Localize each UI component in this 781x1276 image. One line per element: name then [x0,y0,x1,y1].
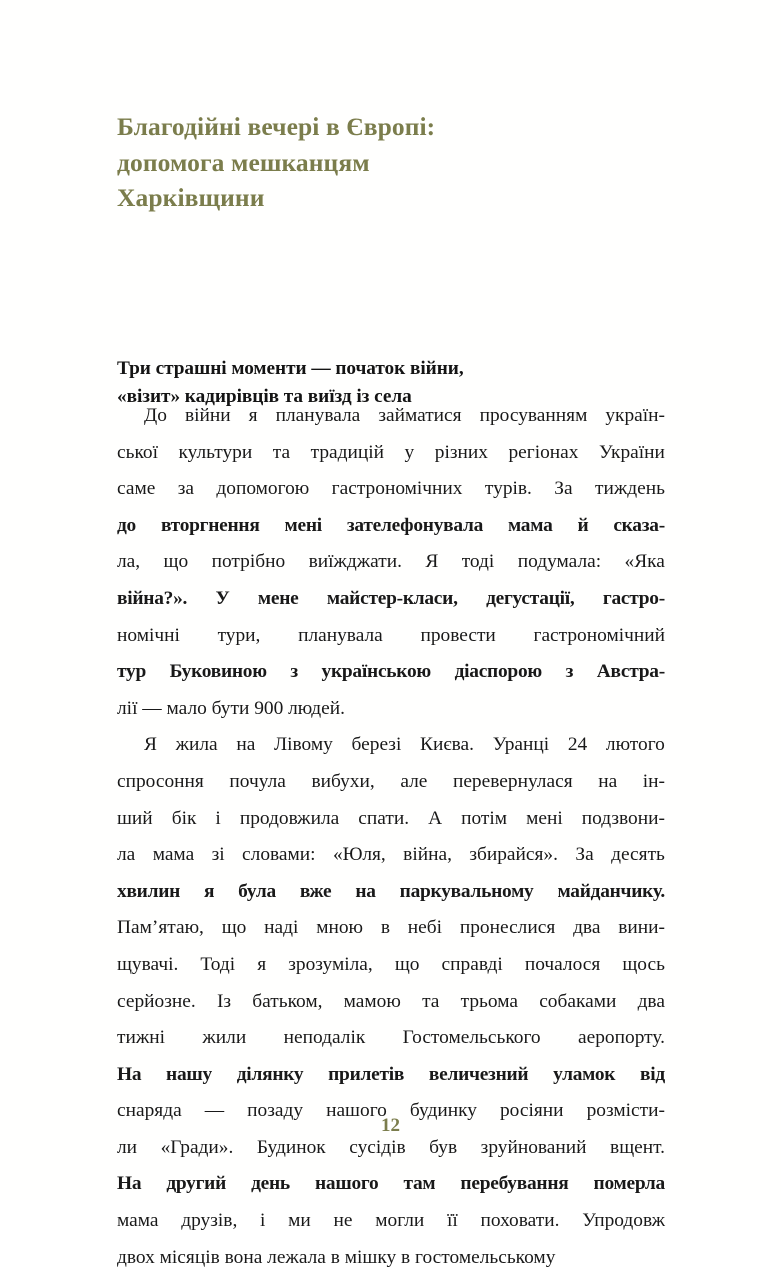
page-number: 12 [381,1115,400,1136]
body-line: двох місяців вона лежала в мішку в гостомельському [117,1246,556,1268]
body-line: На нашу ділянку прилетів величезний уламок від [117,1063,665,1085]
body-line: серйозне. Із батьком, мамою та трьома собаками два [117,990,665,1012]
body-line: саме за допомогою гастрономічних турів. За тиждень [117,478,665,500]
body-line: тижні жили неподалік Гостомельського аеропорту. [117,1027,665,1049]
section-heading-line-1: Три страшні моменти — початок війни, [117,358,464,380]
body-line: ли «Гради». Будинок сусідів був зруйнований вщент. [117,1136,665,1158]
chapter-title-line-2: допомога мешканцям [117,147,370,177]
body-line: ла мама зі словами: «Юля, війна, збирайся». За десять [117,844,665,866]
body-line: Пам’ятаю, що наді мною в небі пронеслися два вини- [117,917,665,939]
body-line: лії — мало бути 900 людей. [117,697,346,719]
body-line: мама друзів, і ми не могли її поховати. Упродовж [117,1210,665,1232]
body-line: тур Буковиною з українською діаспорою з Австра- [117,661,665,683]
body-line: На другий день нашого там перебування померла [117,1173,665,1195]
section-heading-line-2: «візит» кадирівців та виїзд із села [117,385,412,407]
body-line: ла, що потрібно виїжджати. Я тоді подумала: «Яка [117,551,665,573]
body-text [117,398,665,1276]
chapter-title-line-3: Харківщини [117,183,265,213]
body-line: війна?». У мене майстер-класи, дегустації, гастро- [117,587,665,609]
body-line: хвилин я була вже на паркувальному майданчику. [117,880,665,902]
body-line: ший бік і продовжила спати. А потім мені подзвони- [117,807,665,829]
body-line: номічні тури, планувала провести гастрономічний [117,624,665,646]
body-line: Я жила на Лівому березі Києва. Уранці 24 лютого [144,734,665,756]
body-line: до вторгнення мені зателефонувала мама й сказа- [117,514,665,536]
body-line: снаряда — позаду нашого будинку росіяни розмісти- [117,1100,665,1122]
chapter-title-line-1: Благодійні вечері в Європі: [117,112,436,142]
body-line: До війни я планувала займатися просуванням україн- [144,405,665,426]
page-title [117,109,587,216]
body-line: щувачі. Тоді я зрозуміла, що справді почалося щось [117,953,665,975]
body-line: ської культури та традицій у різних регіонах України [117,441,665,463]
body-line: спросоння почула вибухи, але перевернулася на ін- [117,770,665,792]
